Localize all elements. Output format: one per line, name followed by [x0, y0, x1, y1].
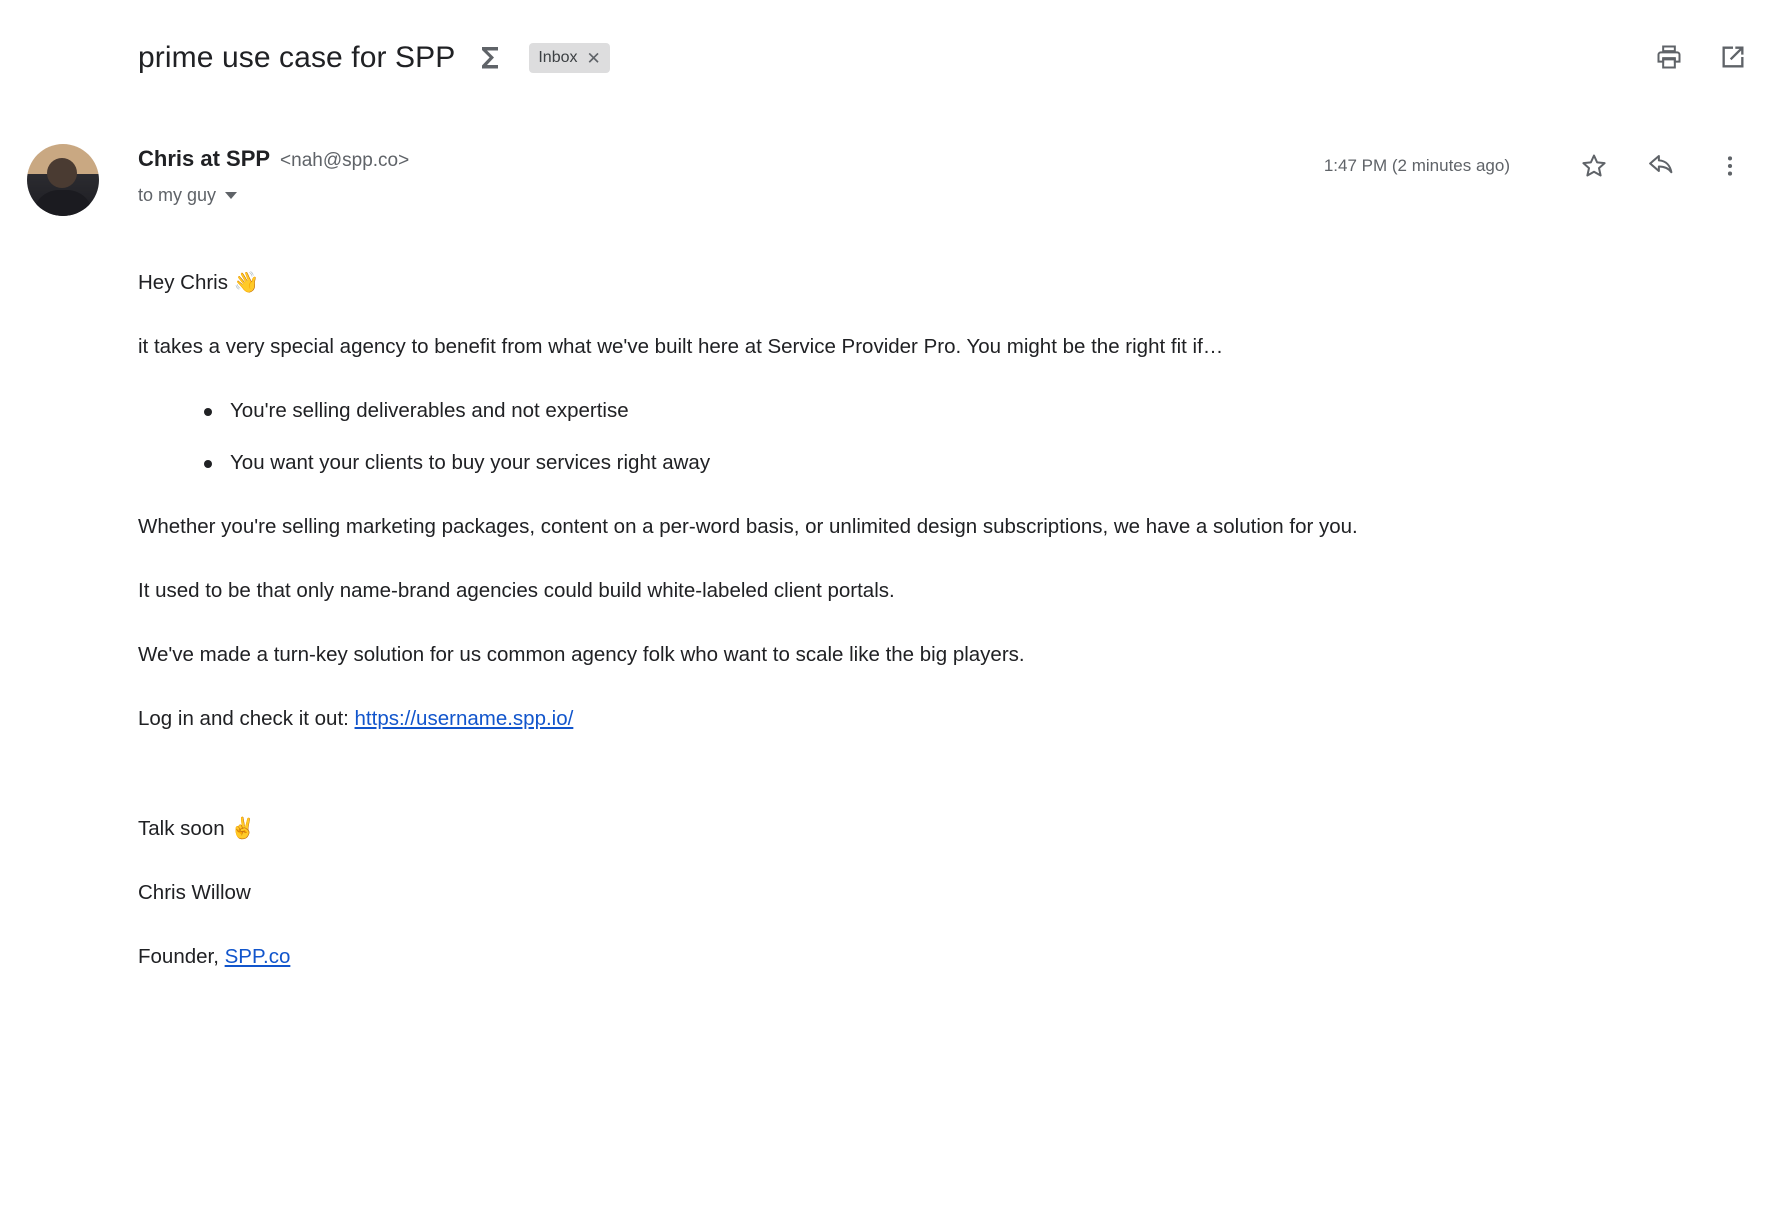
email-header: [0, 0, 1784, 120]
paragraph-4: We've made a turn-key solution for us common agency folk who want to scale like the big players.: [138, 643, 1025, 666]
recipient-row[interactable]: [138, 185, 237, 206]
greeting-paragraph: Hey Chris 👋: [138, 271, 260, 294]
sender-email: <nah@spp.co>: [280, 150, 410, 171]
paragraph-3: It used to be that only name-brand agencies could build white-labeled client portals.: [138, 579, 895, 602]
message-body: [138, 268, 1438, 1006]
sender-row: [138, 146, 409, 172]
reply-icon[interactable]: [1640, 144, 1684, 188]
more-options-icon[interactable]: [1708, 144, 1752, 188]
signature-role-prefix: Founder,: [138, 945, 225, 968]
avatar[interactable]: [27, 144, 99, 216]
list-item: You're selling deliverables and not expertise: [230, 396, 1438, 426]
portal-link[interactable]: https://username.spp.io/: [354, 707, 574, 730]
subject-row: [138, 38, 610, 78]
print-icon[interactable]: [1654, 42, 1684, 72]
signature-link[interactable]: SPP.co: [224, 945, 291, 968]
recipient-label: to my guy: [138, 185, 217, 205]
benefit-list: [138, 396, 1438, 478]
signature-role: [138, 942, 1438, 972]
sender-name[interactable]: Chris at SPP: [138, 146, 271, 171]
message-actions: [1324, 144, 1752, 188]
header-actions: [1654, 42, 1748, 72]
open-in-new-window-icon[interactable]: [1718, 42, 1748, 72]
intro-paragraph: it takes a very special agency to benefit from what we've built here at Service Provider Pro. You might be the right fit if…: [138, 335, 1224, 358]
close-icon[interactable]: ✕: [586, 48, 601, 68]
page-title: prime use case for SPP: [138, 41, 456, 74]
cta-paragraph: [138, 704, 1438, 734]
paragraph-2: Whether you're selling marketing packages, content on a per-word basis, or unlimited design subscriptions, we have a solution for you.: [138, 515, 1358, 538]
list-item: You want your clients to buy your services right away: [230, 448, 1438, 478]
label-chip-inbox[interactable]: [529, 43, 609, 73]
body-spacer: [138, 768, 1438, 814]
message-meta: [0, 128, 1784, 233]
star-icon[interactable]: [1572, 144, 1616, 188]
closing-paragraph: Talk soon ✌️: [138, 817, 256, 840]
chevron-down-icon[interactable]: [225, 192, 237, 199]
cta-prefix: Log in and check it out:: [138, 707, 355, 730]
label-chip-text: Inbox: [538, 49, 578, 66]
avatar-shoulders: [33, 190, 93, 216]
timestamp: 1:47 PM (2 minutes ago): [1323, 156, 1510, 175]
sigma-icon[interactable]: [477, 43, 503, 73]
signature-name: Chris Willow: [138, 881, 251, 904]
avatar-face: [47, 158, 77, 188]
